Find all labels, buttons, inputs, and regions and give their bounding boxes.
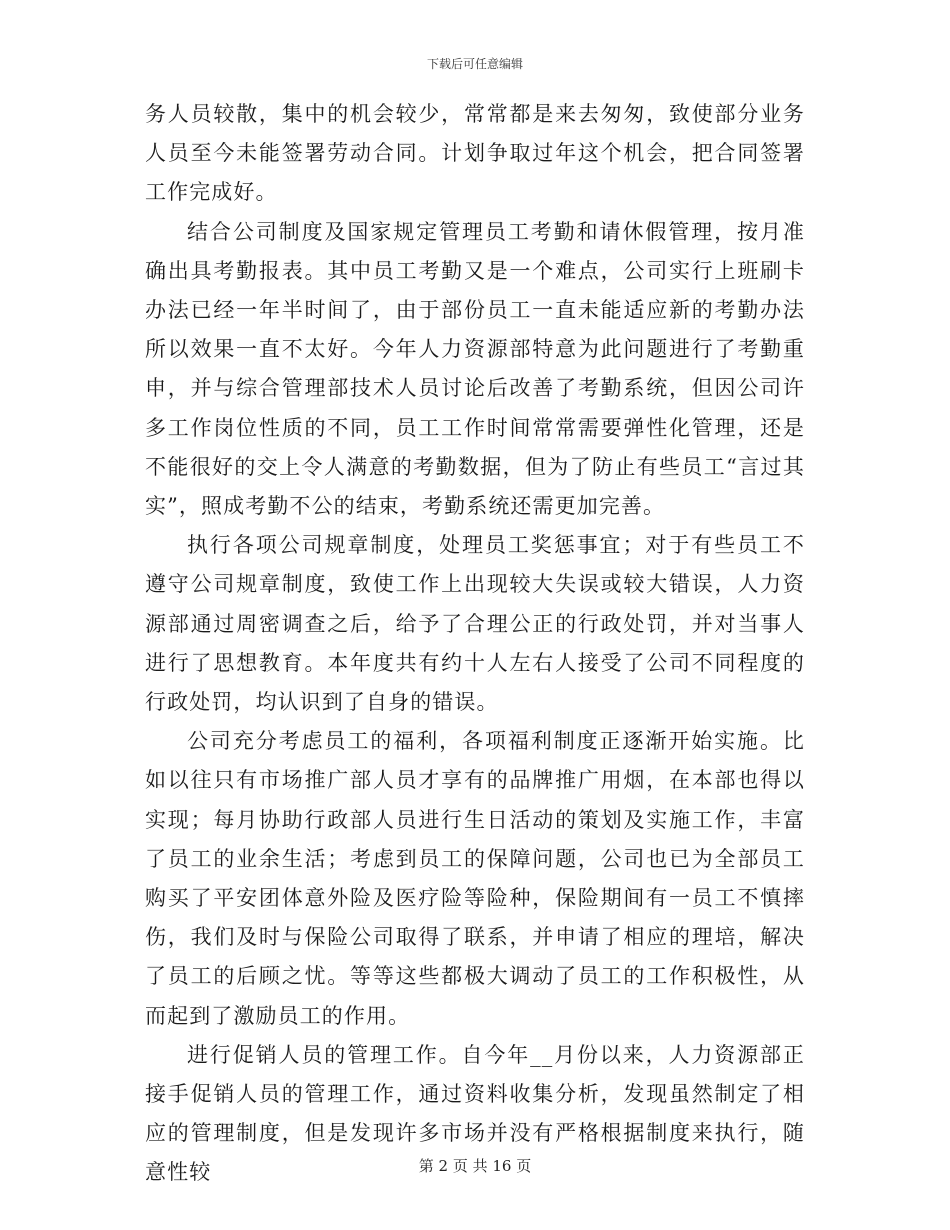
page-number: 第 2 页 共 16 页 [418,1157,532,1175]
paragraph-4: 公司充分考虑员工的福利，各项福利制度正逐渐开始实施。比如以往只有市场推广部人员才享有的品牌推广用烟，在本部也得以实现；每月协助行政部人员进行生日活动的策划及实施工作，丰富了员工的业余生活；考虑到员工的保障问题，公司也已为全部员工购买了平安团体意外险及医疗险等险种，保险期间有一员工不慎摔伤，我们及时与保险公司取得了联系，并申请了相应的理培，解决了员工的后顾之忧。等等这些都极大调动了员工的工作积极性，从而起到了激励员工的作用。 [145,729,805,1028]
page-header: 下载后可任意编辑 [426,57,523,71]
paragraph-3: 执行各项公司规章制度，处理员工奖惩事宜；对于有些员工不遵守公司规章制度，致使工作上出现较大失误或较大错误，人力资源部通过周密调查之后，给予了合理公正的行政处罚，并对当事人进行了思想教育。本年度共有约十人左右人接受了公司不同程度的行政处罚，均认识到了自身的错误。 [145,533,805,715]
paragraph-2: 结合公司制度及国家规定管理员工考勤和请休假管理，按月准确出具考勤报表。其中员工考勤又是一个难点，公司实行上班刷卡办法已经一年半时间了，由于部份员工一直未能适应新的考勤办法所以效果一直不太好。今年人力资源部特意为此问题进行了考勤重申，并与综合管理部技术人员讨论后改善了考勤系统，但因公司许多工作岗位性质的不同，员工工作时间常常需要弹性化管理，还是不能很好的交上令人满意的考勤数据，但为了防止有些员工“言过其实”，照成考勤不公的结束，考勤系统还需更加完善。 [145,219,805,519]
paragraph-5: 进行促销人员的管理工作。自今年__月份以来，人力资源部正接手促销人员的管理工作，通过资料收集分析，发现虽然制定了相应的管理制度，但是发现许多市场并没有严格根据制度来执行，随意性较 [145,1042,805,1185]
document-body [145,95,805,1193]
paragraph-1: 务人员较散，集中的机会较少，常常都是来去匆匆，致使部分业务人员至今未能签署劳动合同。计划争取过年这个机会，把合同签署工作完成好。 [145,102,805,205]
